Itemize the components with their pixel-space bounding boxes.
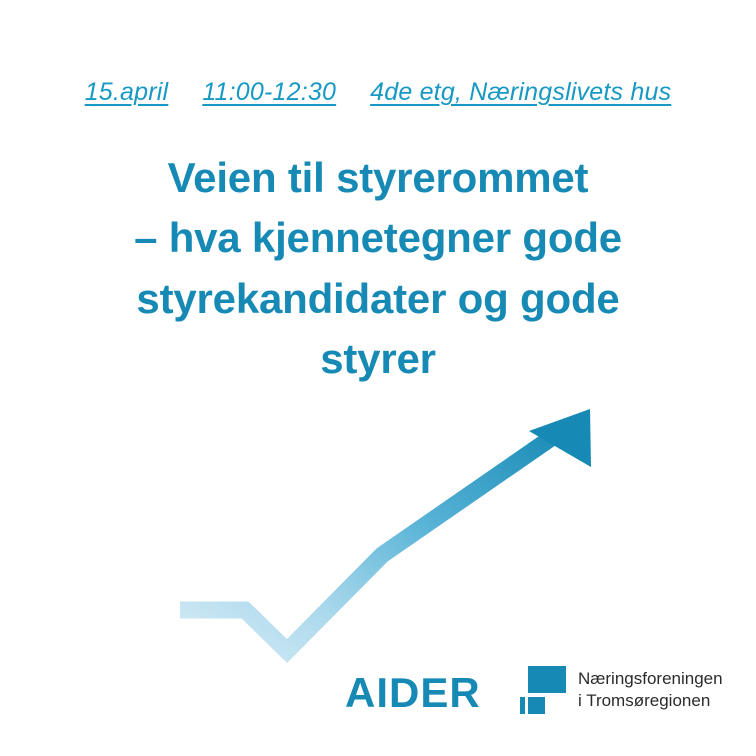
headline-line-4: styrer [320, 335, 436, 383]
headline-line-3: styrekandidater og gode [136, 274, 620, 322]
partner-logo-line-1: Næringsforeningen [578, 669, 723, 689]
rising-arrow-graphic [150, 395, 620, 670]
partner-logo-line-2: i Tromsøregionen [578, 691, 711, 710]
headline-line-2: – hva kjennetegner gode [134, 214, 622, 262]
footer-logos [0, 664, 756, 734]
naeringsforeningen-logo [520, 666, 723, 714]
event-meta [0, 78, 756, 107]
aider-logo: AIDER [345, 669, 481, 716]
naeringsforeningen-wordmark [578, 668, 723, 712]
naeringsforeningen-mark-icon [520, 666, 566, 714]
headline-line-1: Veien til styrerommet [167, 154, 589, 201]
page-title [58, 148, 698, 390]
event-time: 11:00-12:30 [202, 78, 337, 106]
event-location: 4de etg, Næringslivets hus [370, 78, 672, 106]
rising-arrow-icon [150, 395, 620, 670]
event-date: 15.april [84, 78, 169, 106]
